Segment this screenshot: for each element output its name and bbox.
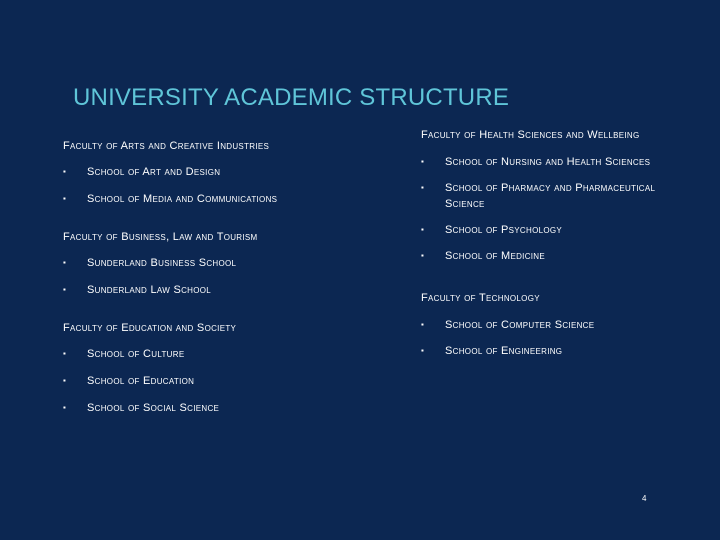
bullet-icon: ▪: [421, 157, 425, 166]
school-item: [421, 180, 661, 212]
school-list: [421, 317, 661, 359]
school-item: [63, 164, 363, 180]
faculty-block: [63, 138, 363, 207]
school-item: [421, 343, 661, 359]
school-label: School of Pharmacy and Pharmaceutical Science: [445, 182, 656, 210]
school-item: [63, 255, 363, 271]
faculty-block: [421, 127, 661, 264]
bullet-icon: ▪: [63, 258, 67, 267]
school-list: [63, 164, 363, 207]
faculty-block: [421, 290, 661, 359]
school-item: [63, 191, 363, 207]
bullet-icon: ▪: [421, 225, 425, 234]
school-label: School of Art and Design: [87, 166, 221, 178]
school-item: [63, 400, 363, 416]
faculty-heading: Faculty of Business, Law and Tourism: [63, 231, 258, 243]
school-item: [421, 222, 661, 238]
school-label: School of Education: [87, 375, 195, 387]
school-list: [421, 154, 661, 264]
school-label: School of Computer Science: [445, 319, 595, 331]
bullet-icon: ▪: [63, 194, 67, 203]
school-list: [63, 255, 363, 298]
bullet-icon: ▪: [63, 403, 67, 412]
school-item: [63, 282, 363, 298]
school-label: School of Nursing and Health Sciences: [445, 156, 651, 168]
school-label: Sunderland Business School: [87, 257, 237, 269]
school-item: [421, 248, 661, 264]
right-column: [421, 127, 661, 369]
faculty-heading: Faculty of Health Sciences and Wellbeing: [421, 129, 640, 141]
school-label: School of Culture: [87, 348, 185, 360]
school-list: [63, 346, 363, 416]
bullet-icon: ▪: [63, 376, 67, 385]
faculty-heading: Faculty of Arts and Creative Industries: [63, 140, 270, 152]
school-label: School of Engineering: [445, 345, 563, 357]
school-item: [63, 373, 363, 389]
bullet-icon: ▪: [63, 285, 67, 294]
bullet-icon: ▪: [421, 183, 425, 192]
slide-title: UNIVERSITY ACADEMIC STRUCTURE: [73, 84, 510, 111]
school-item: [421, 154, 661, 170]
school-label: School of Medicine: [445, 250, 546, 262]
school-label: School of Media and Communications: [87, 193, 278, 205]
bullet-icon: ▪: [421, 251, 425, 260]
school-item: [63, 346, 363, 362]
bullet-icon: ▪: [421, 320, 425, 329]
faculty-block: [63, 320, 363, 416]
faculty-heading: Faculty of Education and Society: [63, 322, 237, 334]
school-label: School of Psychology: [445, 224, 563, 236]
bullet-icon: ▪: [63, 167, 67, 176]
school-item: [421, 317, 661, 333]
page-number: 4: [642, 494, 647, 503]
left-column: [63, 138, 363, 427]
bullet-icon: ▪: [63, 349, 67, 358]
school-label: School of Social Science: [87, 402, 220, 414]
faculty-heading: Faculty of Technology: [421, 292, 540, 304]
school-label: Sunderland Law School: [87, 284, 212, 296]
faculty-block: [63, 229, 363, 298]
bullet-icon: ▪: [421, 346, 425, 355]
